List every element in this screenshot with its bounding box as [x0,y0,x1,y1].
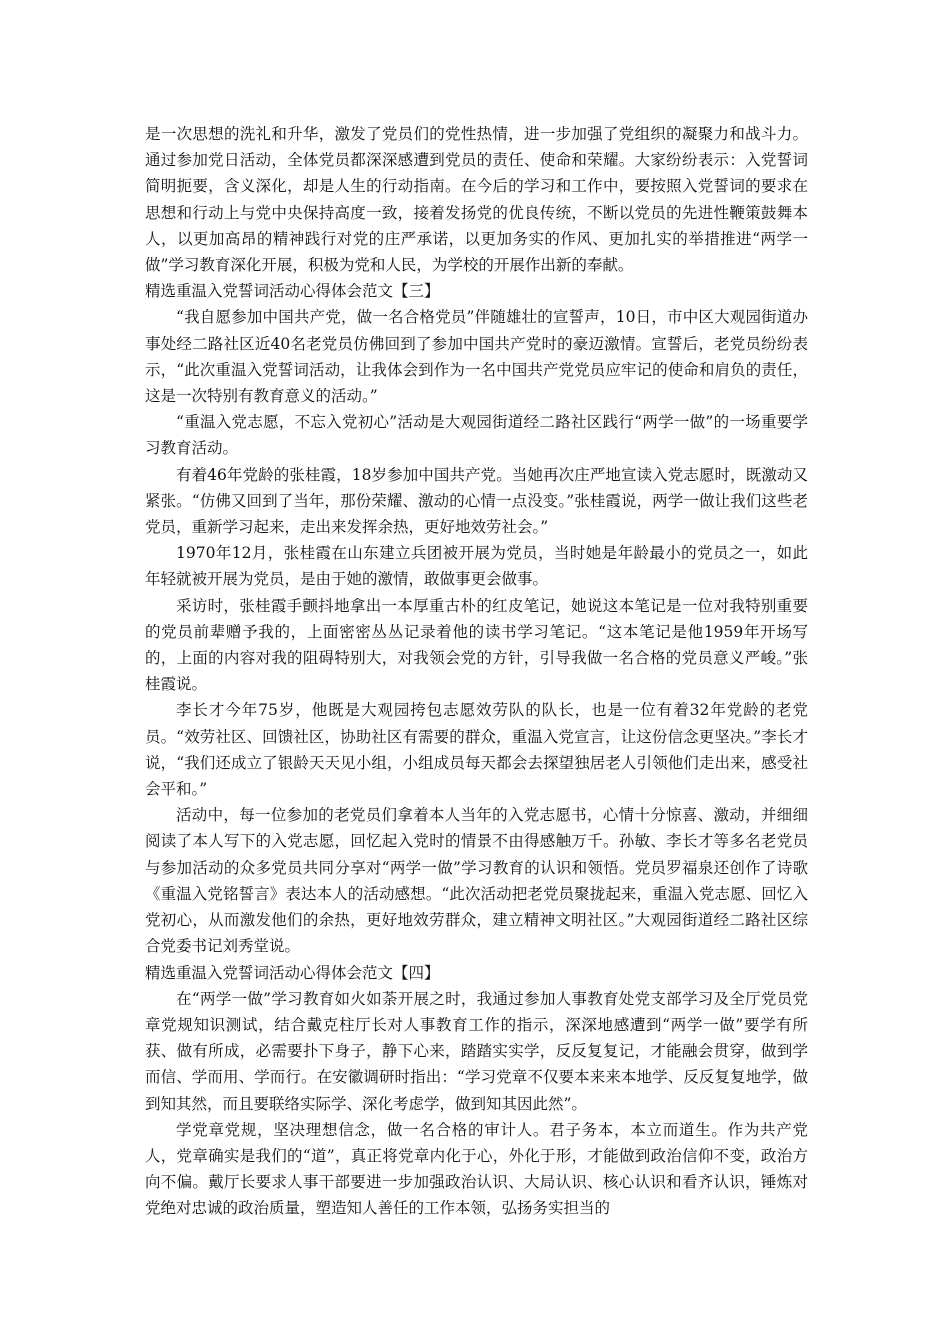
paragraph-activity-intro: “重温入党志愿，不忘入党初心”活动是大观园街道经二路社区践行“两学一做”的一场重要学习教育活动。 [145,413,808,458]
section-heading-four: 精选重温入党誓词活动心得体会范文【四】 [145,963,440,982]
document-body [145,121,808,1222]
paragraph-continued-intro: 是一次思想的洗礼和升华，激发了党员们的党性热情，进一步加强了党组织的凝聚力和战斗力。通过参加党日活动，全体党员都深深感遭到党员的责任、使命和荣耀。大家纷纷表示：入党誓词简明扼要，含义深化，却是人生的行动指南。在今后的学习和工作中，要按照入党誓词的要求在思想和行动上与党中央保持高度一致，接着发扬党的优良传统，不断以党员的先进性鞭策鼓舞本人，以更加高昂的精神践行对党的庄严承诺，以更加务实的作风、更加扎实的举措推进“两学一做”学习教育深化开展，积极为党和人民，为学校的开展作出新的奉献。 [145,125,808,275]
paragraph-notebook: 采访时，张桂霞手颤抖地拿出一本厚重古朴的红皮笔记，她说这本笔记是一位对我特别重要的党员前辈赠予我的，上面密密丛丛记录着他的读书学习笔记。“这本笔记是他1959年开场写的，上面的内容对我的阻碍特别大，对我领会党的方针，引导我做一名合格的党员意义严峻。”张桂霞说。 [145,596,808,694]
paragraph-1970: 1970年12月，张桂霞在山东建立兵团被开展为党员，当时她是年龄最小的党员之一，如此年轻就被开展为党员，是由于她的激情，敢做事更会做事。 [145,544,808,589]
paragraph-oath-quote: “我自愿参加中国共产党，做一名合格党员”伴随雄壮的宣誓声，10日，市中区大观园街道办事处经二路社区近40名老党员仿佛回到了参加中国共产党时的豪迈激情。宣誓后，老党员纷纷表示，“此次重温入党誓词活动，让我体会到作为一名中国共产党党员应牢记的使命和肩负的责任，这是一次特别有教育意义的活动。” [145,308,808,406]
paragraph-party-constitution: 学党章党规，坚决理想信念，做一名合格的审计人。君子务本，本立而道生。作为共产党人，党章确实是我们的“道”，真正将党章内化于心，外化于形，才能做到政治信仰不变，政治方向不偏。戴厅长要求人事干部要进一步加强政治认识、大局认识、核心认识和看齐认识，锤炼对党绝对忠诚的政治质量，塑造知人善任的工作本领，弘扬务实担当的 [145,1120,808,1218]
paragraph-two-study: 在“两学一做”学习教育如火如荼开展之时，我通过参加人事教育处党支部学习及全厅党员党章党规知识测试，结合戴克柱厅长对人事教育工作的指示，深深地感遭到“两学一做”要学有所获、做有所成，必需要扑下身子，静下心来，踏踏实实学，反反复复记，才能融会贯穿，做到学而信、学而用、学而行。在安徽调研时指出：“学习党章不仅要本来来本地学、反反复复地学，做到知其然，而且要联络实际学、深化考虑学，做到知其因此然”。 [145,989,808,1113]
paragraph-activity-detail: 活动中，每一位参加的老党员们拿着本人当年的入党志愿书，心情十分惊喜、激动，并细细阅读了本人写下的入党志愿，回忆起入党时的情景不由得感触万千。孙敏、李长才等多名老党员与参加活动的众多党员共同分享对“两学一做”学习教育的认识和领悟。党员罗福泉还创作了诗歌《重温入党铭誓言》表达本人的活动感想。“此次活动把老党员聚拢起来，重温入党志愿、回忆入党初心，从而激发他们的余热，更好地效劳群众，建立精神文明社区。”大观园街道经二路社区综合党委书记刘秀堂说。 [145,806,808,956]
paragraph-zhang-guixia: 有着46年党龄的张桂霞，18岁参加中国共产党。当她再次庄严地宣读入党志愿时，既激动又紧张。“仿佛又回到了当年，那份荣耀、激动的心情一点没变。”张桂霞说，两学一做让我们这些老党员，重新学习起来，走出来发挥余热，更好地效劳社会。” [145,465,808,537]
paragraph-li-changcai: 李长才今年75岁，他既是大观园挎包志愿效劳队的队长，也是一位有着32年党龄的老党员。“效劳社区、回馈社区，协助社区有需要的群众，重温入党宣言，让这份信念更坚决。”李长才说，“我们还成立了银龄天天见小组，小组成员每天都会去探望独居老人引领他们走出来，感受社会平和。” [145,701,808,799]
section-heading-three: 精选重温入党誓词活动心得体会范文【三】 [145,282,440,301]
